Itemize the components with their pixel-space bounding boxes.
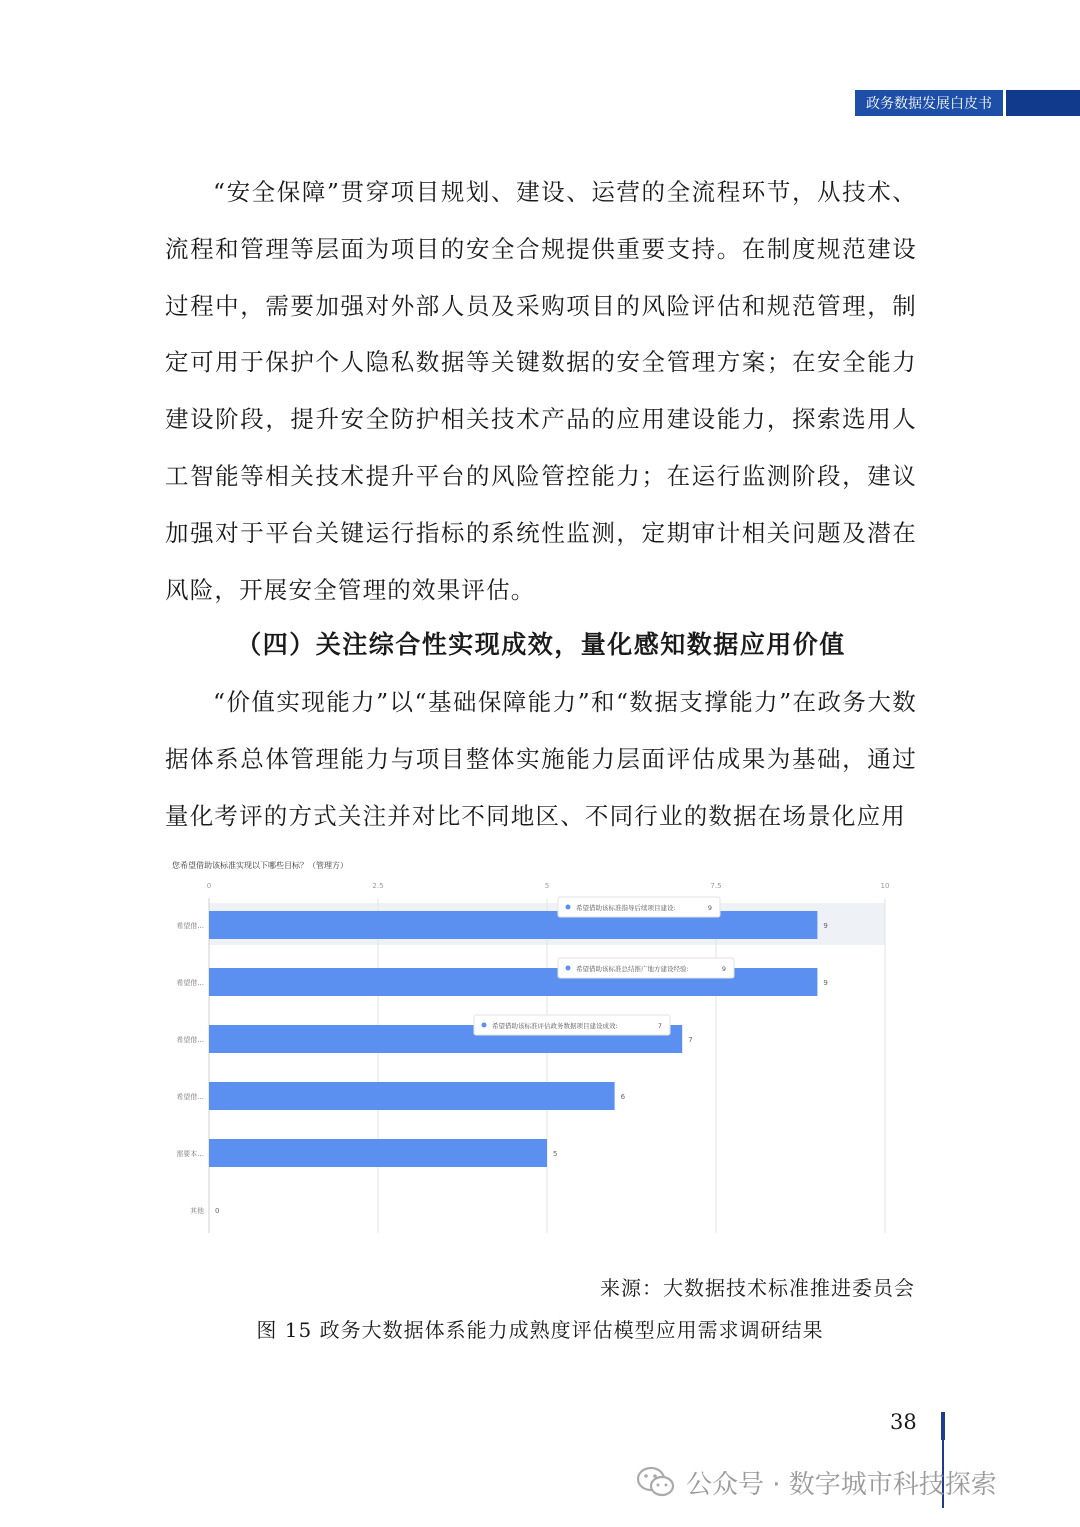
bar-value-label: 9	[823, 922, 828, 930]
tooltip-label: 希望借助该标准总结推广地方建设经验:	[576, 965, 689, 973]
header-badge: 政务数据发展白皮书	[855, 90, 1003, 116]
survey-bar-chart	[160, 850, 900, 1240]
x-tick-label: 10	[880, 882, 890, 890]
y-category-label: 希望借...	[176, 922, 204, 930]
tooltip-marker	[566, 966, 571, 971]
tooltip-label: 希望借助该标准评估政务数据项目建设成效:	[492, 1022, 618, 1030]
tooltip-marker	[482, 1023, 487, 1028]
watermark	[636, 1460, 997, 1504]
paragraph-security: “安全保障”贯穿项目规划、建设、运营的全流程环节，从技术、流程和管理等层面为项目的安全合规提供重要支持。在制度规范建设过程中，需要加强对外部人员及采购项目的风险评估和规范管理，制定可用于保护个人隐私数据等关键数据的安全管理方案；在安全能力建设阶段，提升安全防护相关技术产品的应用建设能力，探索选用人工智能等相关技术提升平台的风险管控能力；在运行监测阶段，建议加强对于平台关键运行指标的系统性监测，定期审计相关问题及潜在风险，开展安全管理的效果评估。	[165, 178, 917, 604]
bar	[209, 1139, 547, 1167]
tooltip-value: 7	[657, 1022, 662, 1030]
chart-tooltip	[474, 1015, 670, 1035]
x-tick-label: 0	[206, 882, 212, 890]
chart-tooltip	[558, 958, 734, 978]
y-category-label: 希望借...	[176, 1036, 204, 1044]
wechat-icon	[636, 1465, 676, 1499]
bar-value-label: 7	[688, 1036, 693, 1044]
chart-tooltip	[558, 897, 720, 917]
bar-value-label: 0	[215, 1207, 220, 1215]
tooltip-marker	[566, 905, 571, 910]
bar-value-label: 5	[553, 1150, 558, 1158]
paragraph-value: “价值实现能力”以“基础保障能力”和“数据支撑能力”在政务大数据体系总体管理能力与项目整体实施能力层面评估成果为基础，通过量化考评的方式关注并对比不同地区、不同行业的数据在场景化应用	[165, 688, 917, 830]
bar	[209, 911, 817, 939]
y-category-label: 需要本...	[176, 1150, 204, 1158]
watermark-text: 公众号 · 数字城市科技探索	[686, 1469, 997, 1500]
y-category-label: 希望借...	[176, 1093, 204, 1101]
bar-value-label: 9	[823, 979, 828, 987]
figure-source: 来源：大数据技术标准推进委员会	[600, 1276, 915, 1300]
tooltip-value: 9	[721, 965, 726, 973]
page-number: 38	[890, 1410, 917, 1434]
x-tick-label: 5	[544, 882, 550, 890]
tooltip-value: 9	[707, 904, 712, 912]
header-bar	[1006, 90, 1080, 116]
tooltip-label: 希望借助该标准指导后续项目建设:	[576, 904, 676, 912]
chart-title: 您希望借助该标准实现以下哪些目标？（管理方）	[172, 861, 348, 870]
x-tick-label: 2.5	[372, 882, 384, 890]
x-tick-label: 7.5	[710, 882, 722, 890]
bar-value-label: 6	[620, 1093, 626, 1101]
y-category-label: 希望借...	[176, 979, 204, 987]
figure-caption: 图 15 政务大数据体系能力成熟度评估模型应用需求调研结果	[256, 1318, 824, 1342]
section-heading: （四）关注综合性实现成效，量化感知数据应用价值	[236, 630, 846, 659]
bar	[209, 1082, 615, 1110]
y-category-label: 其他	[190, 1207, 204, 1215]
page-marker-bar	[941, 1412, 945, 1440]
